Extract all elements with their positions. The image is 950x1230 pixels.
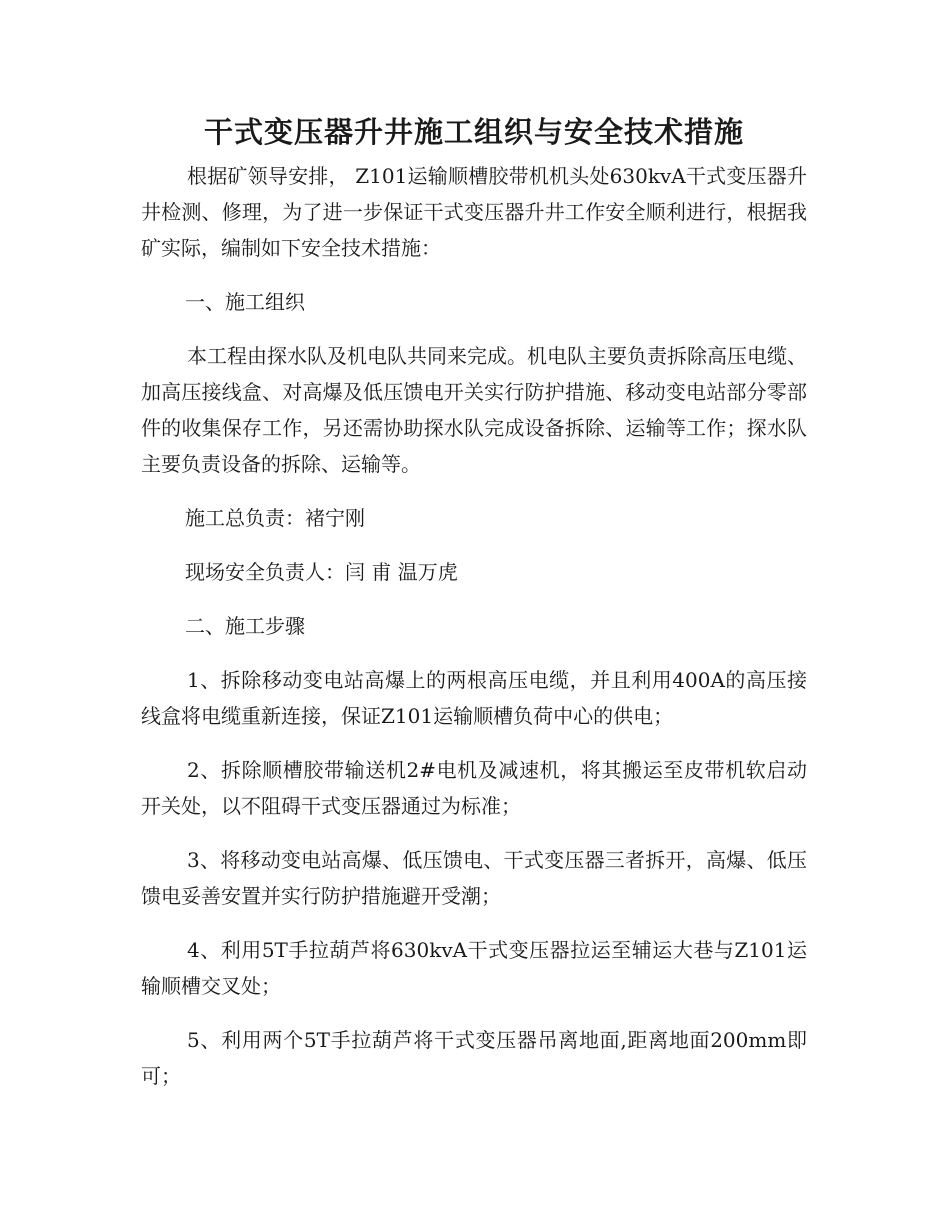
document-title: 干式变压器升井施工组织与安全技术措施 <box>203 115 744 149</box>
step-item: 4、利用5T手拉葫芦将630kvA干式变压器拉运至辅运大巷与Z101运输顺槽交叉处； <box>141 938 807 998</box>
section-heading-organization: 一、施工组织 <box>185 290 305 314</box>
intro-paragraph: 根据矿领导安排， Z101运输顺槽胶带机机头处630kvA干式变压器升井检测、修理，为了进一步保证干式变压器升井工作安全顺利进行，根据我矿实际，编制如下安全技术措施： <box>141 164 807 260</box>
step-item: 3、将移动变电站高爆、低压馈电、干式变压器三者拆开，高爆、低压馈电妥善安置并实行防护措施避开受潮； <box>141 848 807 908</box>
section-heading-steps: 二、施工步骤 <box>185 614 305 638</box>
step-item: 2、拆除顺槽胶带输送机2#电机及减速机，将其搬运至皮带机软启动开关处，以不阻碍干式变压器通过为标准； <box>141 758 807 818</box>
organization-paragraph: 本工程由探水队及机电队共同来完成。机电队主要负责拆除高压电缆、加高压接线盒、对高爆及低压馈电开关实行防护措施、移动变电站部分零部件的收集保存工作，另还需协助探水队完成设备拆除、运输等工作；探水队主要负责设备的拆除、运输等。 <box>141 344 807 476</box>
general-manager-line: 施工总负责：褚宁刚 <box>185 506 365 530</box>
step-item: 1、拆除移动变电站高爆上的两根高压电缆，并且利用400A的高压接线盒将电缆重新连接，保证Z101运输顺槽负荷中心的供电； <box>141 668 807 728</box>
step-item: 5、利用两个5T手拉葫芦将干式变压器吊离地面,距离地面200mm即可； <box>141 1028 807 1088</box>
document-page <box>141 110 807 1112</box>
safety-manager-line: 现场安全负责人：闫 甫 温万虎 <box>185 560 458 584</box>
